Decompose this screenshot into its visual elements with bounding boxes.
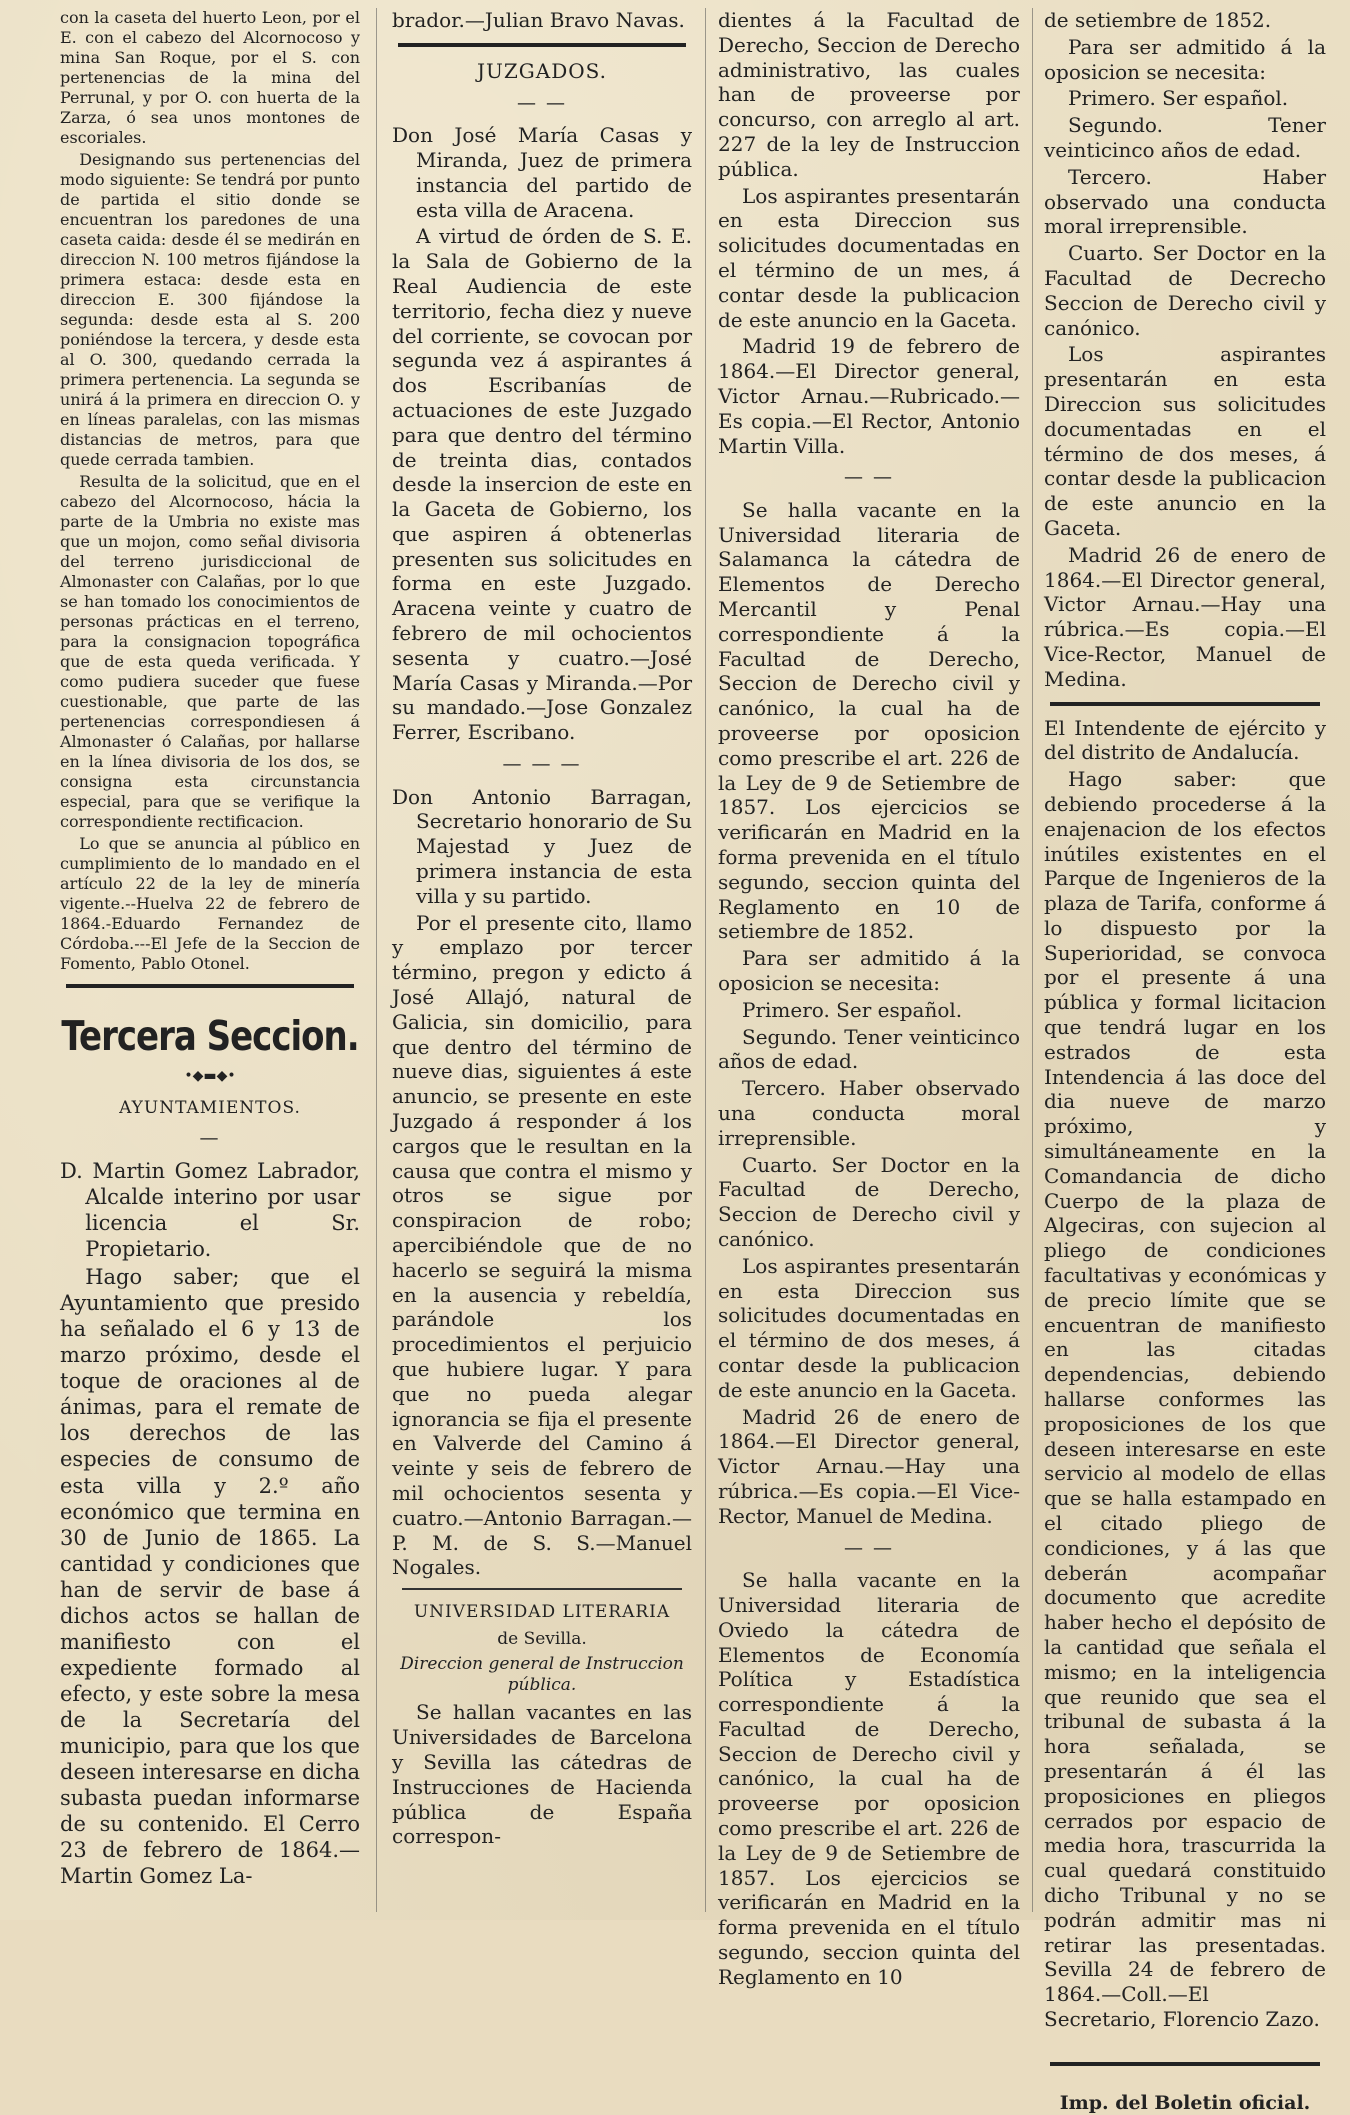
column-2 <box>392 8 692 1912</box>
dash-separator: — — — <box>502 753 582 776</box>
paragraph: Los aspirantes presentarán en esta Direccion sus solicitudes documentadas en el término de dos meses, á contar desde la publicacion de este anuncio en la Gaceta. <box>1044 342 1326 540</box>
section-divider <box>1050 702 1320 706</box>
dash-separator: — — <box>516 91 568 114</box>
paragraph: con la caseta del huerto Leon, por el E. con el cabezo del Alcornocoso y mina San Roque, por el S. con pertenencias de la mina del Perrunal, y por O. con huerta de la Zarza, ó sea unos montones de escoriales. <box>60 8 360 147</box>
column-rule <box>1032 8 1033 1912</box>
heading-ayuntamientos: AYUNTAMIENTOS. <box>119 1097 301 1118</box>
section-divider <box>66 984 354 988</box>
subheading-direccion: Direccion general de Instruccion pública. <box>400 1654 684 1696</box>
paragraph: brador.—Julian Bravo Navas. <box>392 8 685 32</box>
paragraph: Primero. Ser español. <box>1068 86 1289 111</box>
paragraph: Don Antonio Barragan, Secretario honorario de Su Majestad y Juez de primera instancia de esta villa y su partido. <box>392 784 692 908</box>
paragraph: Madrid 26 de enero de 1864.—El Director general, Victor Arnau.—Hay una rúbrica.—Es copia.—El Vice-Rector, Manuel de Medina. <box>1044 542 1326 691</box>
paragraph: Madrid 26 de enero de 1864.—El Director general, Victor Arnau.—Hay una rúbrica.—Es copia.—El Vice-Rector, Manuel de Medina. <box>718 1404 1020 1528</box>
subheading-sevilla: de Sevilla. <box>497 1629 587 1650</box>
paragraph: El Intendente de ejército y del distrito de Andalucía. <box>1044 715 1326 765</box>
paragraph: Para ser admitido á la oposicion se necesita: <box>1044 34 1326 84</box>
column-rule <box>376 8 377 1912</box>
paragraph: Se halla vacante en la Universidad literaria de Salamanca la cátedra de Elementos de Derecho Mercantil y Penal correspondiente á la Facultad de Derecho, Seccion de Derecho civil y canónico, la cual ha de proveerse por oposicion como prescribe el art. 226 de la Ley de 9 de Setiembre de 1857. Los ejercicios se verificarán en Madrid en la forma prevenida en el título segundo, seccion quinta del Reglamento en 10 de setiembre de 1852. <box>718 497 1020 944</box>
paragraph: Madrid 19 de febrero de 1864.—El Director general, Victor Arnau.—Rubricado.—Es copia.—El Rector, Antonio Martin Villa. <box>718 334 1020 458</box>
column-4 <box>1044 8 1326 2114</box>
paragraph: Por el presente cito, llamo y emplazo por tercer término, pregon y edicto á José Allajó, natural de Galicia, sin domicilio, para que dentro del término de nueve dias, siguientes á este anuncio, se presente en este Juzgado á responder á los cargos que le resultan en la causa que contra el mismo y otros se sigue por conspiracion de robo; apercibiéndole que de no hacerlo se seguirá la misma en la ausencia y rebeldía, parándole los procedimientos el perjuicio que hubiere lugar. Y para que no pueda alegar ignorancia se fija el presente en Valverde del Camino á veinte y seis de febrero de mil ochocientos sesenta y cuatro.—Antonio Barragan.—P. M. de S. S.—Manuel Nogales. <box>392 910 692 1580</box>
paragraph: Tercero. Haber observado una conducta moral irreprensible. <box>718 1076 1020 1150</box>
dash-separator: — — <box>843 1536 895 1559</box>
paragraph: Segundo. Tener veinticinco años de edad. <box>1044 113 1326 162</box>
dash-separator: — <box>199 1126 221 1149</box>
paragraph: Designando sus pertenencias del modo siguiente: Se tendrá por punto de partida el sitio donde se encuentran los paredones de una caseta caida: desde él se medirán en direccion N. 100 metros fijándose la primera estaca: desde esta en direccion E. 300 fijándose la segunda: desde esta al S. 200 poniéndose la tercera, y desde esta al O. 300, quedando cerrada la primera pertenencia. La segunda se unirá á la primera en direccion O. y en líneas paralelas, con las mismas distancias de metros, para que quede cerrada tambien. <box>60 150 360 469</box>
paragraph: Lo que se anuncia al público en cumplimiento de lo mandado en el artículo 22 de la ley de minería vigente.--Huelva 22 de febrero de 1864.-Eduardo Fernandez de Córdoba.---El Jefe de la Seccion de Fomento, Pablo Otonel. <box>60 834 360 973</box>
section-divider <box>1050 2062 1320 2066</box>
paragraph: Se halla vacante en la Universidad literaria de Oviedo la cátedra de Elementos de Economía Política y Estadística correspondiente á la Facultad de Derecho, Seccion de Derecho civil y canónico, la cual ha de proveerse por oposicion como prescribe el art. 226 de la Ley de 9 de Setiembre de 1857. Los ejercicios se verificarán en Madrid en la forma prevenida en el título segundo, seccion quinta del Reglamento en 10 <box>718 1568 1020 1989</box>
paragraph: D. Martin Gomez Labrador, Alcalde interino por usar licencia el Sr. Propietario. <box>60 1159 360 1262</box>
printer-imprint: Imp. del Boletin oficial. <box>1059 2091 1311 2114</box>
paragraph: Los aspirantes presentarán en esta Direccion sus solicitudes documentadas en el término de un mes, á contar desde la publicacion de este anuncio en la Gaceta. <box>718 183 1020 332</box>
paragraph: Se hallan vacantes en las Universidades de Barcelona y Sevilla las cátedras de Instrucciones de Hacienda pública de España correspon- <box>392 1700 692 1849</box>
paragraph: Cuarto. Ser Doctor en la Facultad de Derecho, Seccion de Derecho civil y canónico. <box>718 1152 1020 1251</box>
ornament: •◆▬◆• <box>184 1068 236 1085</box>
paragraph: Tercero. Haber observado una conducta moral irreprensible. <box>1044 164 1326 239</box>
paragraph: Don José María Casas y Miranda, Juez de primera instancia del partido de esta villa de Aracena. <box>392 123 692 222</box>
column-1 <box>60 8 360 1912</box>
paragraph: Segundo. Tener veinticinco años de edad. <box>718 1024 1020 1074</box>
paragraph: de setiembre de 1852. <box>1044 8 1272 32</box>
paragraph: Para ser admitido á la oposicion se necesita: <box>718 946 1020 996</box>
section-divider <box>398 43 686 47</box>
paragraph: A virtud de órden de S. E. la Sala de Gobierno de la Real Audiencia de este territorio, fecha diez y nueve del corriente, se covocan por segunda vez á aspirantes á dos Escribanías de actuaciones de este Juzgado para que dentro del término de treinta dias, contados desde la insercion de este en la Gaceta de Gobierno, los que aspiren á obtenerlas presenten sus solicitudes en forma en este Juzgado. Aracena veinte y cuatro de febrero de mil ochocientos sesenta y cuatro.—José María Casas y Miranda.—Por su mandado.—Jose Gonzalez Ferrer, Escribano. <box>392 224 692 745</box>
paragraph: Cuarto. Ser Doctor en la Facultad de Decrecho Seccion de Derecho civil y canónico. <box>1044 241 1326 340</box>
paragraph: Hago saber; que el Ayuntamiento que presido ha señalado el 6 y 13 de marzo próximo, desde el toque de oraciones al de ánimas, para el remate de los derechos de las especies de consumo de esta villa y 2.º año económico que termina en 30 de Junio de 1865. La cantidad y condiciones que han de servir de base á dichos actos se hallan de manifiesto con el expediente formado al efecto, y este sobre la mesa de la Secretaría del municipio, para que los que deseen interesarse en dicha subasta puedan informarse de su contenido. El Cerro 23 de febrero de 1864.—Martin Gomez La- <box>60 1265 360 1888</box>
dash-separator: — — <box>843 466 895 489</box>
column-rule <box>705 8 706 1912</box>
paragraph: Los aspirantes presentarán en esta Direccion sus solicitudes documentadas en el término de dos meses, á contar desde la publicacion de este anuncio en la Gaceta. <box>718 1253 1020 1402</box>
paragraph: Resulta de la solicitud, que en el cabezo del Alcornocoso, hácia la parte de la Umbria no existe mas que un mojon, como señal divisoria del terreno jurisdiccional de Almonaster con Calañas, por lo que se han tomado los conocimientos de personas prácticas en el terreno, para la consignacion topográfica que de esta queda verificada. Y como pudiera suceder que fuese cuestionable, que parte de las pertenencias correspondiesen á Almonaster ó Calañas, por hallarse en la línea divisoria de los dos, se consigna esta circunstancia especial, para que se verifique la correspondiente rectificacion. <box>60 472 360 831</box>
paragraph: Primero. Ser español. <box>742 997 963 1022</box>
divider <box>402 1588 682 1590</box>
heading-juzgados: JUZGADOS. <box>477 58 607 83</box>
column-3 <box>718 8 1020 1989</box>
section-title: Tercera Seccion. <box>61 1012 359 1061</box>
paragraph: Hago saber: que debiendo procederse á la enajenacion de los efectos inútiles existentes en el Parque de Ingenieros de la plaza de Tarifa, conforme á lo dispuesto por la Superioridad, se convoca por el presente á una pública y formal licitacion que tendrá lugar en los estrados de esta Intendencia á las doce del dia nueve de marzo próximo, y simultáneamente en la Comandancia de dicho Cuerpo de la plaza de Algeciras, con sujecion al pliego de condiciones facultativas y económicas y de precio límite que se encuentran de manifiesto en las citadas dependencias, debiendo hallarse conformes las proposiciones de los que deseen interesarse en este servicio al modelo de ellas que se halla estampado en el citado pliego de condiciones, y á las que deberán acompañar documento que acredite haber hecho el depósito de la cantidad que señala el mismo; en la inteligencia que reunido que sea el tribunal de subasta á la hora señalada, se presentarán á él las proposiciones en pliegos cerrados por espacio de media hora, trascurrida la cual quedará constituido dicho Tribunal y no se podrán admitir mas ni retirar las presentadas. Sevilla 24 de febrero de 1864.—Coll.—El Secretario, Florencio Zazo. <box>1044 767 1326 2031</box>
heading-universidad: UNIVERSIDAD LITERARIA <box>413 1602 671 1623</box>
paragraph: dientes á la Facultad de Derecho, Seccion de Derecho administrativo, las cuales han de proveerse por concurso, con arreglo al art. 227 de la ley de Instruccion pública. <box>718 8 1020 181</box>
